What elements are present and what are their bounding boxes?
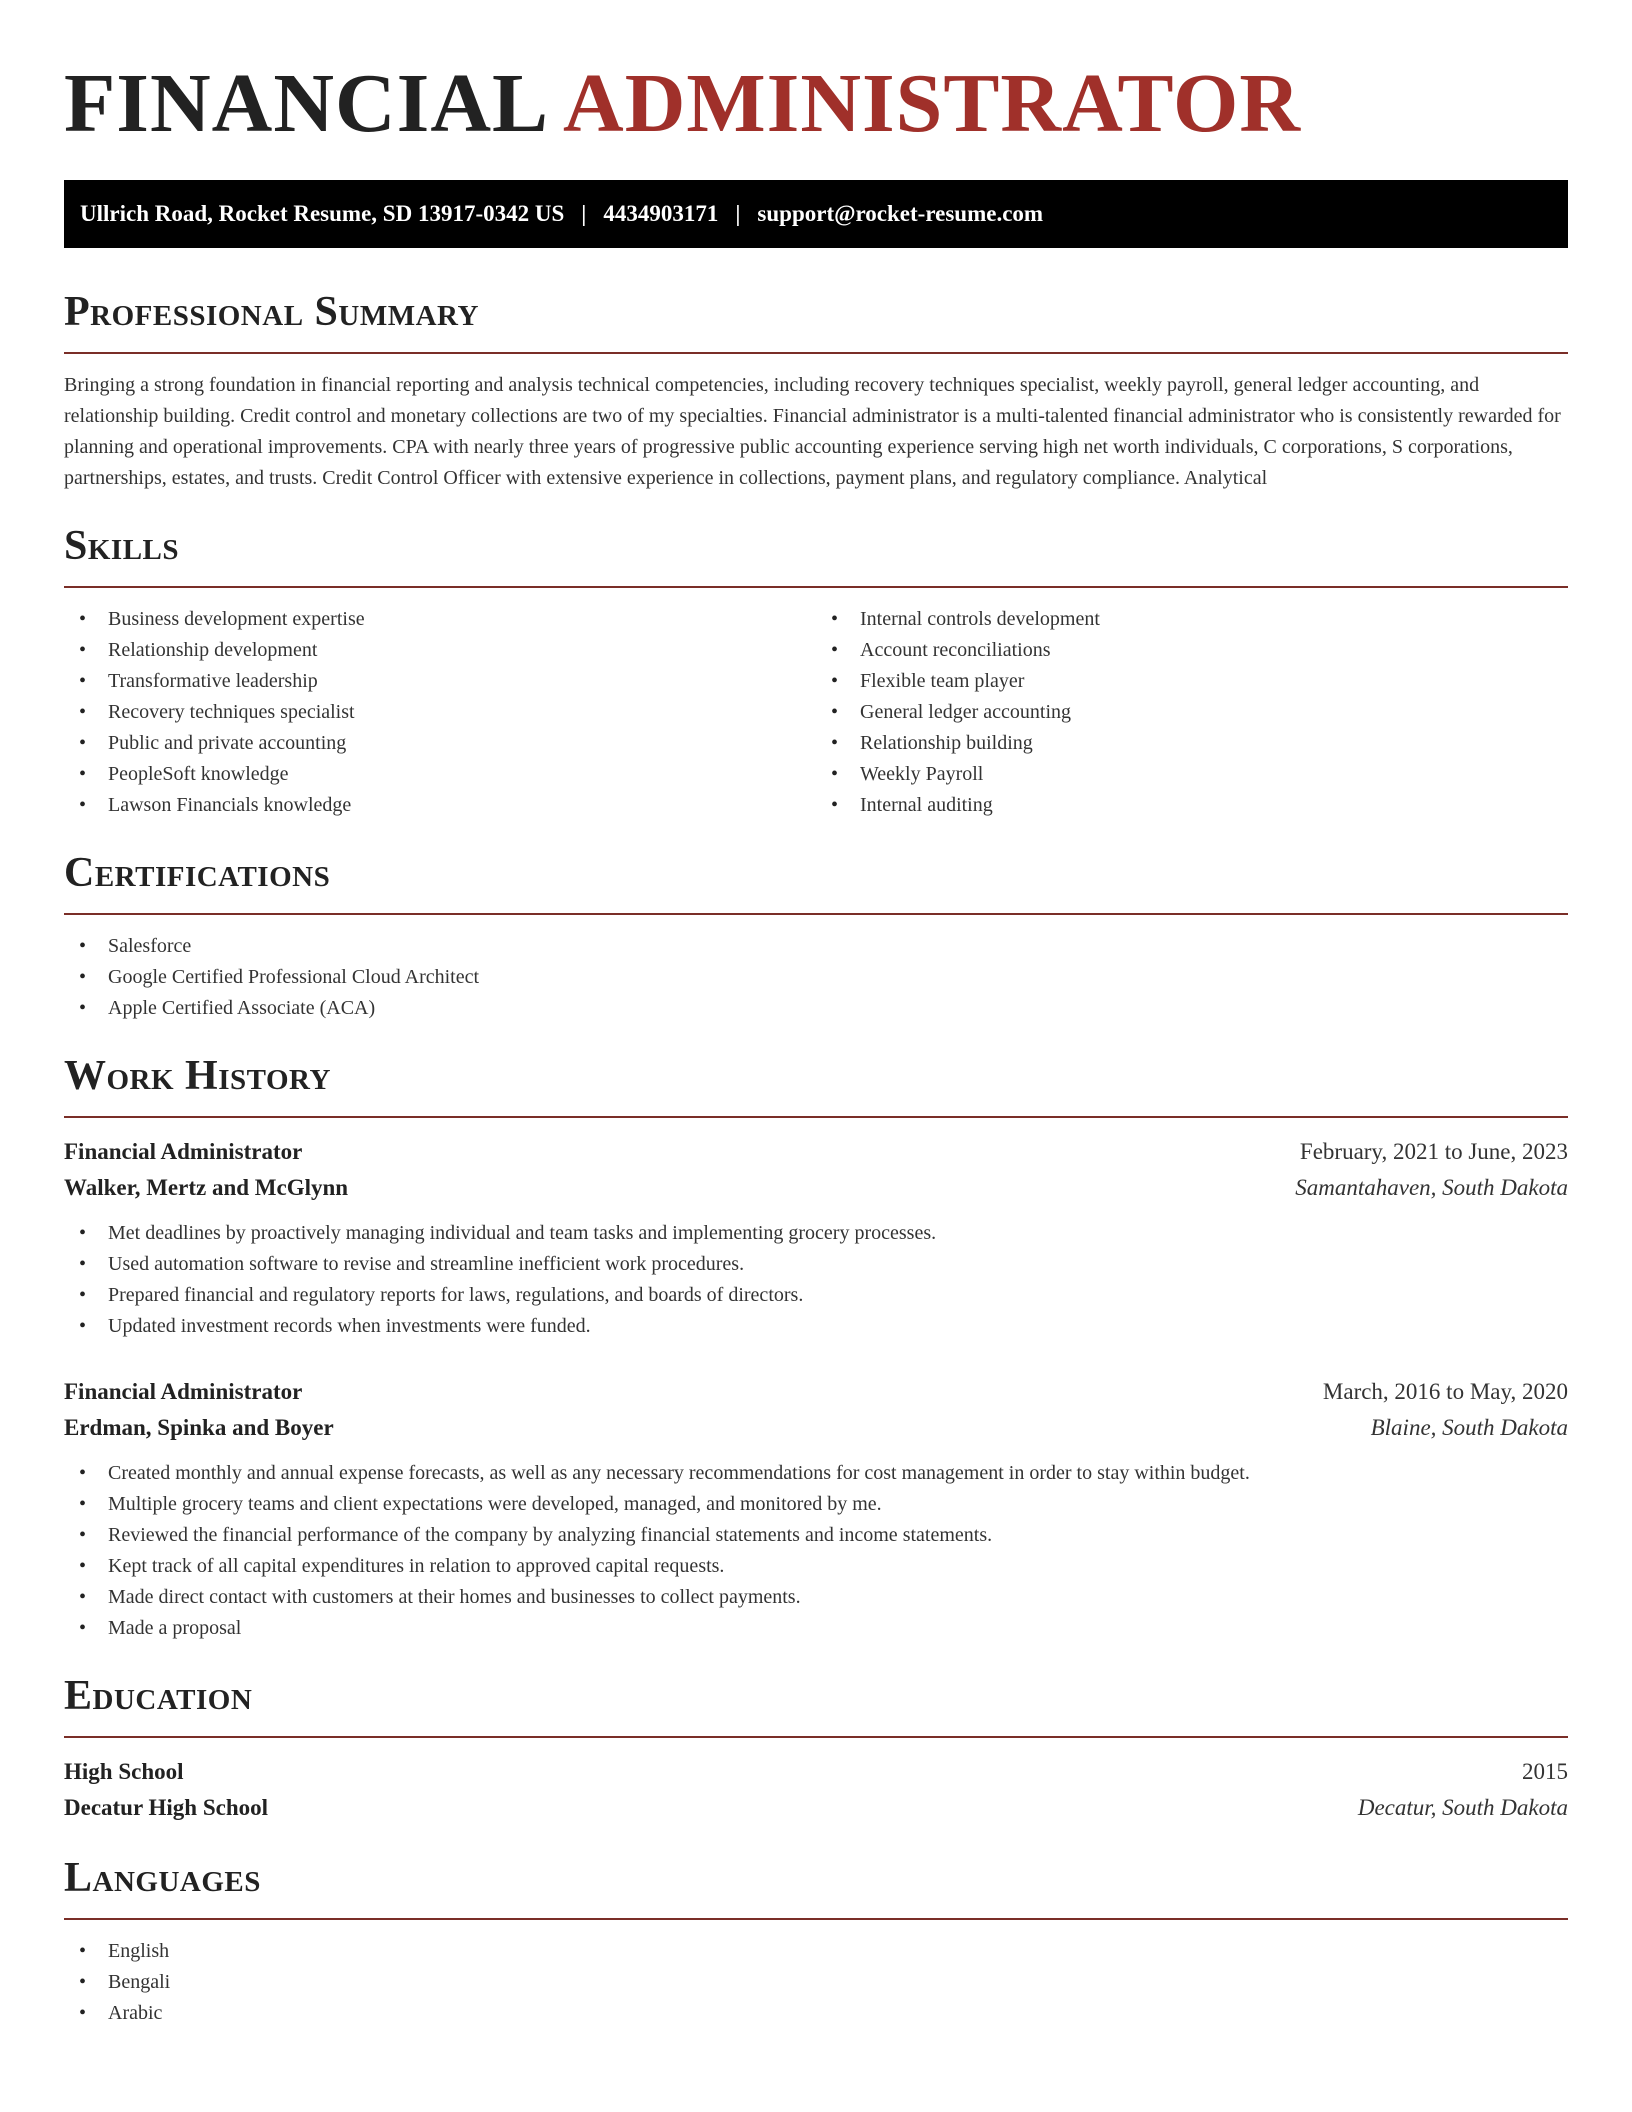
education-location: Decatur, South Dakota <box>1357 1795 1568 1820</box>
skill-item: • Internal controls development <box>816 604 1568 635</box>
job-bullet: • Used automation software to revise and streamline inefficient work procedures. <box>64 1249 1568 1280</box>
job-bullet: • Kept track of all capital expenditures in relation to approved capital requests. <box>64 1551 1568 1582</box>
section-divider <box>64 1918 1568 1920</box>
job-bullet: • Prepared financial and regulatory reports for laws, regulations, and boards of directors. <box>64 1280 1568 1311</box>
job-entry <box>64 1134 1568 1342</box>
job-bullet: • Made direct contact with customers at their homes and businesses to collect payments. <box>64 1582 1568 1613</box>
skill-item: • Recovery techniques specialist <box>64 697 816 728</box>
education-entry <box>64 1754 1568 1826</box>
section-title-skills: Skills <box>64 523 180 569</box>
skill-item: • Flexible team player <box>816 666 1568 697</box>
section-title-languages: Languages <box>64 1855 261 1901</box>
certification-item: • Salesforce <box>64 931 1568 962</box>
skill-item: • General ledger accounting <box>816 697 1568 728</box>
skill-item: • PeopleSoft knowledge <box>64 759 816 790</box>
name-last: ADMINISTRATOR <box>563 57 1302 150</box>
language-item: • Arabic <box>64 1998 1568 2029</box>
languages-section <box>64 1852 1568 2029</box>
section-title-work-history: Work History <box>64 1053 331 1099</box>
summary-section <box>64 286 1568 494</box>
job-dates: February, 2021 to June, 2023 <box>1299 1139 1568 1164</box>
section-title-education: Education <box>64 1673 253 1719</box>
education-header-row <box>64 1754 1568 1790</box>
job-bullet: • Met deadlines by proactively managing individual and team tasks and implementing grocery processes. <box>64 1218 1568 1249</box>
resume-name <box>64 0 1568 150</box>
job-bullet: • Multiple grocery teams and client expectations were developed, managed, and monitored by me. <box>64 1489 1568 1520</box>
job-bullet: • Created monthly and annual expense forecasts, as well as any necessary recommendations for cost management in order to stay within budget. <box>64 1458 1568 1489</box>
education-subheader-row <box>64 1790 1568 1826</box>
certification-item: • Apple Certified Associate (ACA) <box>64 993 1568 1024</box>
skills-list-right <box>816 604 1568 821</box>
job-bullets <box>64 1458 1568 1644</box>
skill-item: • Transformative leadership <box>64 666 816 697</box>
contact-phone: 4434903171 <box>603 201 719 226</box>
section-divider <box>64 1736 1568 1738</box>
contact-separator: | <box>735 201 741 226</box>
name-first: FINANCIAL <box>64 57 550 150</box>
certification-item: • Google Certified Professional Cloud Architect <box>64 962 1568 993</box>
skill-item: • Weekly Payroll <box>816 759 1568 790</box>
job-title: Financial Administrator <box>64 1139 303 1164</box>
job-company: Erdman, Spinka and Boyer <box>64 1415 334 1440</box>
contact-separator: | <box>581 201 587 226</box>
education-school: Decatur High School <box>64 1795 269 1820</box>
skill-item: • Business development expertise <box>64 604 816 635</box>
education-degree: High School <box>64 1759 184 1784</box>
education-section <box>64 1670 1568 1826</box>
job-bullet: • Reviewed the financial performance of the company by analyzing financial statements and income statements. <box>64 1520 1568 1551</box>
summary-text: Bringing a strong foundation in financial reporting and analysis technical competencies, including recovery techniques specialist, weekly payroll, general ledger accounting, and relationship building. Credit control and monetary collections are two of my specialties. Financial administrator is a multi-talented financial administrator who is consistently rewarded for planning and operational improvements. CPA with nearly three years of progressive public accounting experience serving high net worth individuals, C corporations, S corporations, partnerships, estates, and trusts. Credit Control Officer with extensive experience in collections, payment plans, and regulatory compliance. Analytical <box>64 374 1561 489</box>
contact-address: Ullrich Road, Rocket Resume, SD 13917-0342 US <box>80 201 565 226</box>
job-bullets <box>64 1218 1568 1342</box>
certifications-list <box>64 931 1568 1024</box>
section-divider <box>64 352 1568 354</box>
job-bullet: • Made a proposal <box>64 1613 1568 1644</box>
skills-grid <box>64 604 1568 821</box>
job-subheader-row <box>64 1410 1568 1446</box>
job-title: Financial Administrator <box>64 1379 303 1404</box>
skill-item: • Relationship development <box>64 635 816 666</box>
skill-item: • Account reconciliations <box>816 635 1568 666</box>
job-dates: March, 2016 to May, 2020 <box>1322 1379 1568 1404</box>
job-location: Blaine, South Dakota <box>1370 1415 1568 1440</box>
job-company: Walker, Mertz and McGlynn <box>64 1175 349 1200</box>
section-divider <box>64 913 1568 915</box>
skills-list-left <box>64 604 816 821</box>
job-location: Samantahaven, South Dakota <box>1295 1175 1568 1200</box>
languages-list <box>64 1936 1568 2029</box>
job-header-row <box>64 1374 1568 1410</box>
contact-email: support@rocket-resume.com <box>757 201 1044 226</box>
work-history-section <box>64 1050 1568 1644</box>
language-item: • English <box>64 1936 1568 1967</box>
section-divider <box>64 1116 1568 1118</box>
contact-bar <box>64 180 1568 248</box>
skill-item: • Relationship building <box>816 728 1568 759</box>
skill-item: • Public and private accounting <box>64 728 816 759</box>
language-item: • Bengali <box>64 1967 1568 1998</box>
skill-item: • Lawson Financials knowledge <box>64 790 816 821</box>
section-divider <box>64 586 1568 588</box>
section-title-summary: Professional Summary <box>64 289 479 335</box>
job-bullet: • Updated investment records when investments were funded. <box>64 1311 1568 1342</box>
job-header-row <box>64 1134 1568 1170</box>
skills-section <box>64 520 1568 821</box>
job-subheader-row <box>64 1170 1568 1206</box>
skill-item: • Internal auditing <box>816 790 1568 821</box>
certifications-section <box>64 847 1568 1024</box>
education-year: 2015 <box>1522 1759 1568 1784</box>
job-entry <box>64 1374 1568 1644</box>
section-title-certifications: Certifications <box>64 850 331 896</box>
